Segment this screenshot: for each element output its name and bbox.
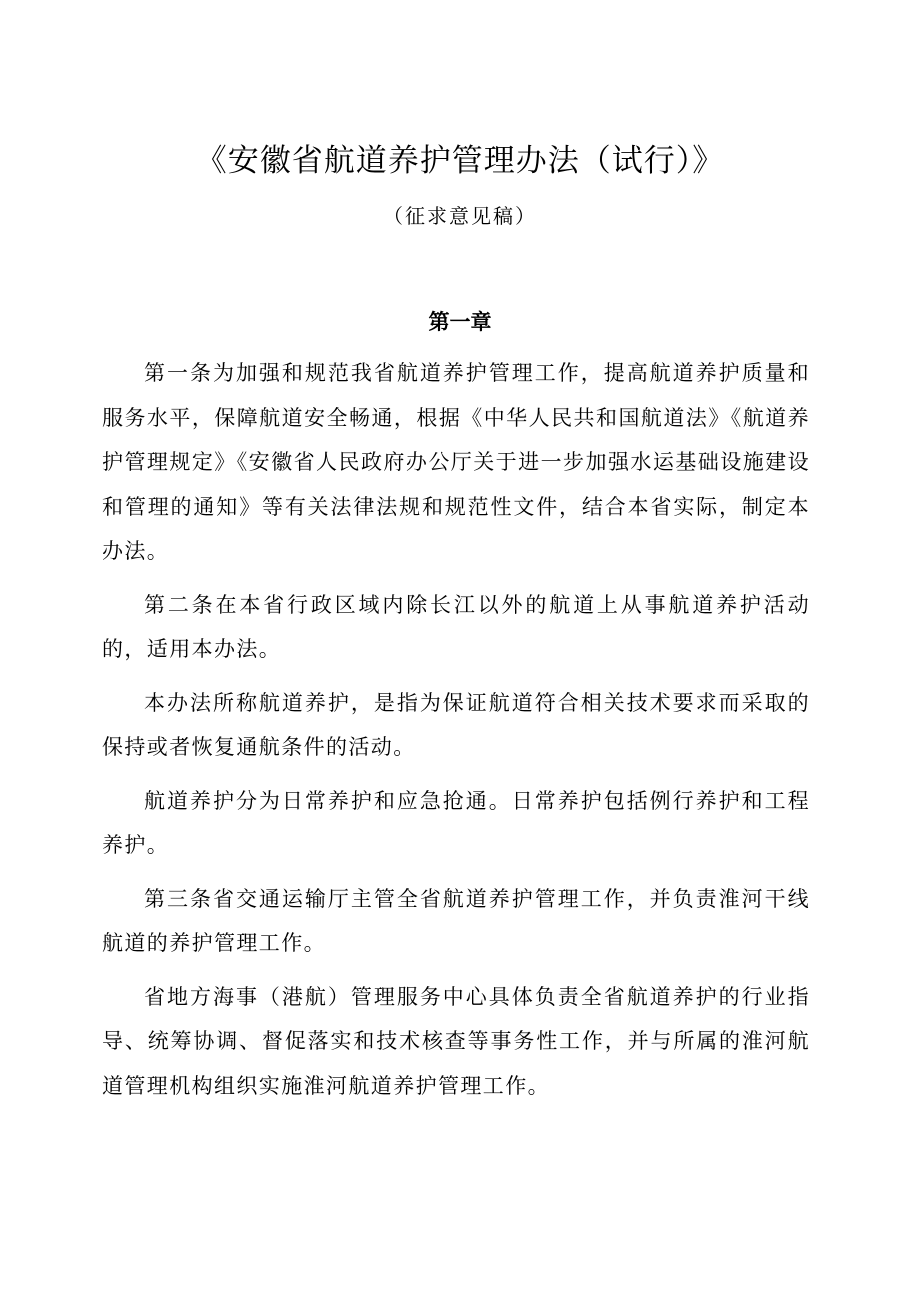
paragraph-article-1: 第一条为加强和规范我省航道养护管理工作，提高航道养护质量和服务水平，保障航道安全畅通，根据《中华人民共和国航道法》《航道养护管理规定》《安徽省人民政府办公厅关于进一步加强水运基础设施建设和管理的通知》等有关法律法规和规范性文件，结合本省实际，制定本办法。 — [102, 361, 810, 563]
paragraph-service-center: 省地方海事（港航）管理服务中心具体负责全省航道养护的行业指导、统筹协调、督促落实和技术核查等事务性工作，并与所属的淮河航道管理机构组织实施淮河航道养护管理工作。 — [102, 984, 810, 1098]
document-subtitle: （征求意见稿） — [383, 204, 537, 228]
document-body — [102, 351, 810, 1117]
chapter-heading: 第一章 — [428, 310, 492, 334]
document-title: 《安徽省航道养护管理办法（试行）》 — [195, 143, 725, 179]
paragraph-definition: 本办法所称航道养护，是指为保证航道符合相关技术要求而采取的保持或者恢复通航条件的活动。 — [102, 690, 810, 759]
paragraph-maintenance-types: 航道养护分为日常养护和应急抢通。日常养护包括例行养护和工程养护。 — [102, 788, 810, 857]
paragraph-article-2: 第二条在本省行政区域内除长江以外的航道上从事航道养护活动的，适用本办法。 — [102, 592, 810, 661]
paragraph-article-3: 第三条省交通运输厅主管全省航道养护管理工作，并负责淮河干线航道的养护管理工作。 — [102, 886, 810, 955]
